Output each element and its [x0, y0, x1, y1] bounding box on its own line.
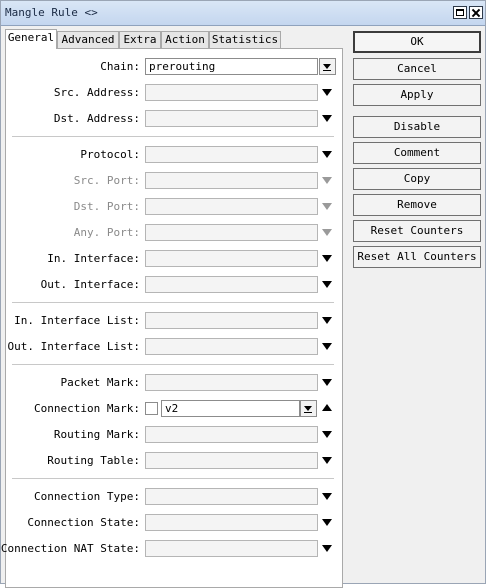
- connection-mark-row: [6, 400, 344, 418]
- reset-all-counters-button[interactable]: Reset All Counters: [353, 246, 481, 268]
- packet-mark-expand-icon[interactable]: [322, 379, 332, 386]
- tab-advanced[interactable]: Advanced: [57, 31, 119, 48]
- protocol-field[interactable]: [145, 146, 318, 163]
- protocol-expand-icon[interactable]: [322, 151, 332, 158]
- routing-mark-expand-icon[interactable]: [322, 431, 332, 438]
- routing-mark-field[interactable]: [145, 426, 318, 443]
- remove-button[interactable]: Remove: [353, 194, 481, 216]
- chain-field[interactable]: prerouting: [145, 58, 318, 75]
- maximize-icon[interactable]: [453, 6, 467, 19]
- separator: [12, 478, 334, 479]
- general-panel: [0, 48, 343, 588]
- out-interface-list-row: [6, 338, 344, 356]
- any-port-label: Any. Port:: [73, 226, 140, 239]
- any-port-field: [145, 224, 318, 241]
- tab-general[interactable]: General: [5, 29, 57, 49]
- dst-port-expand-icon: [322, 203, 332, 210]
- connection-nat-state-expand-icon[interactable]: [322, 545, 332, 552]
- any-port-expand-icon: [322, 229, 332, 236]
- in-interface-expand-icon[interactable]: [322, 255, 332, 262]
- in-interface-list-field[interactable]: [145, 312, 318, 329]
- packet-mark-field[interactable]: [145, 374, 318, 391]
- connection-nat-state-row: [0, 540, 344, 558]
- src-address-field[interactable]: [145, 84, 318, 101]
- chain-label: Chain:: [100, 60, 140, 73]
- dst-address-field[interactable]: [145, 110, 318, 127]
- packet-mark-row: [6, 374, 344, 392]
- in-interface-list-expand-icon[interactable]: [322, 317, 332, 324]
- tab-action[interactable]: Action: [161, 31, 209, 48]
- dst-port-field: [145, 198, 318, 215]
- protocol-row: [6, 146, 344, 164]
- chain-row: [6, 58, 344, 76]
- packet-mark-label: Packet Mark:: [60, 376, 140, 389]
- routing-table-row: [6, 452, 344, 470]
- routing-table-expand-icon[interactable]: [322, 457, 332, 464]
- out-interface-list-expand-icon[interactable]: [322, 343, 332, 350]
- src-address-row: [6, 84, 344, 102]
- src-port-expand-icon: [322, 177, 332, 184]
- src-port-row: [6, 172, 344, 190]
- connection-mark-label: Connection Mark:: [34, 402, 140, 415]
- separator: [12, 364, 334, 365]
- in-interface-row: [6, 250, 344, 268]
- separator: [12, 136, 334, 137]
- out-interface-list-label: Out. Interface List:: [7, 340, 140, 353]
- connection-state-label: Connection State:: [27, 516, 140, 529]
- connection-state-expand-icon[interactable]: [322, 519, 332, 526]
- reset-counters-button[interactable]: Reset Counters: [353, 220, 481, 242]
- cancel-button[interactable]: Cancel: [353, 58, 481, 80]
- tab-statistics[interactable]: Statistics: [209, 31, 281, 48]
- title-bar[interactable]: [1, 1, 485, 26]
- chain-dropdown-button[interactable]: [319, 58, 336, 75]
- connection-type-field[interactable]: [145, 488, 318, 505]
- close-icon[interactable]: [469, 6, 483, 19]
- connection-mark-negate-checkbox[interactable]: [145, 402, 158, 415]
- in-interface-label: In. Interface:: [47, 252, 140, 265]
- src-address-expand-icon[interactable]: [322, 89, 332, 96]
- in-interface-field[interactable]: [145, 250, 318, 267]
- copy-button[interactable]: Copy: [353, 168, 481, 190]
- connection-mark-dropdown-button[interactable]: [300, 400, 317, 417]
- dst-address-expand-icon[interactable]: [322, 115, 332, 122]
- any-port-row: [6, 224, 344, 242]
- connection-mark-collapse-icon[interactable]: [322, 404, 332, 411]
- out-interface-field[interactable]: [145, 276, 318, 293]
- connection-state-field[interactable]: [145, 514, 318, 531]
- disable-button[interactable]: Disable: [353, 116, 481, 138]
- connection-type-expand-icon[interactable]: [322, 493, 332, 500]
- routing-mark-row: [6, 426, 344, 444]
- src-address-label: Src. Address:: [53, 86, 140, 99]
- out-interface-expand-icon[interactable]: [322, 281, 332, 288]
- protocol-label: Protocol:: [80, 148, 140, 161]
- dst-port-row: [6, 198, 344, 216]
- dst-port-label: Dst. Port:: [73, 200, 140, 213]
- connection-nat-state-field[interactable]: [145, 540, 318, 557]
- src-port-field: [145, 172, 318, 189]
- connection-type-row: [6, 488, 344, 506]
- connection-type-label: Connection Type:: [34, 490, 140, 503]
- comment-button[interactable]: Comment: [353, 142, 481, 164]
- apply-button[interactable]: Apply: [353, 84, 481, 106]
- src-port-label: Src. Port:: [73, 174, 140, 187]
- connection-nat-state-label: Connection NAT State:: [0, 542, 140, 555]
- separator: [12, 302, 334, 303]
- out-interface-row: [6, 276, 344, 294]
- in-interface-list-label: In. Interface List:: [14, 314, 140, 327]
- routing-mark-label: Routing Mark:: [53, 428, 140, 441]
- connection-state-row: [6, 514, 344, 532]
- in-interface-list-row: [6, 312, 344, 330]
- connection-mark-field[interactable]: v2: [161, 400, 300, 417]
- dst-address-label: Dst. Address:: [53, 112, 140, 125]
- routing-table-field[interactable]: [145, 452, 318, 469]
- window-title: Mangle Rule <>: [5, 6, 98, 19]
- tab-extra[interactable]: Extra: [119, 31, 161, 48]
- routing-table-label: Routing Table:: [47, 454, 140, 467]
- ok-button[interactable]: OK: [353, 31, 481, 53]
- out-interface-label: Out. Interface:: [40, 278, 140, 291]
- out-interface-list-field[interactable]: [145, 338, 318, 355]
- dst-address-row: [6, 110, 344, 128]
